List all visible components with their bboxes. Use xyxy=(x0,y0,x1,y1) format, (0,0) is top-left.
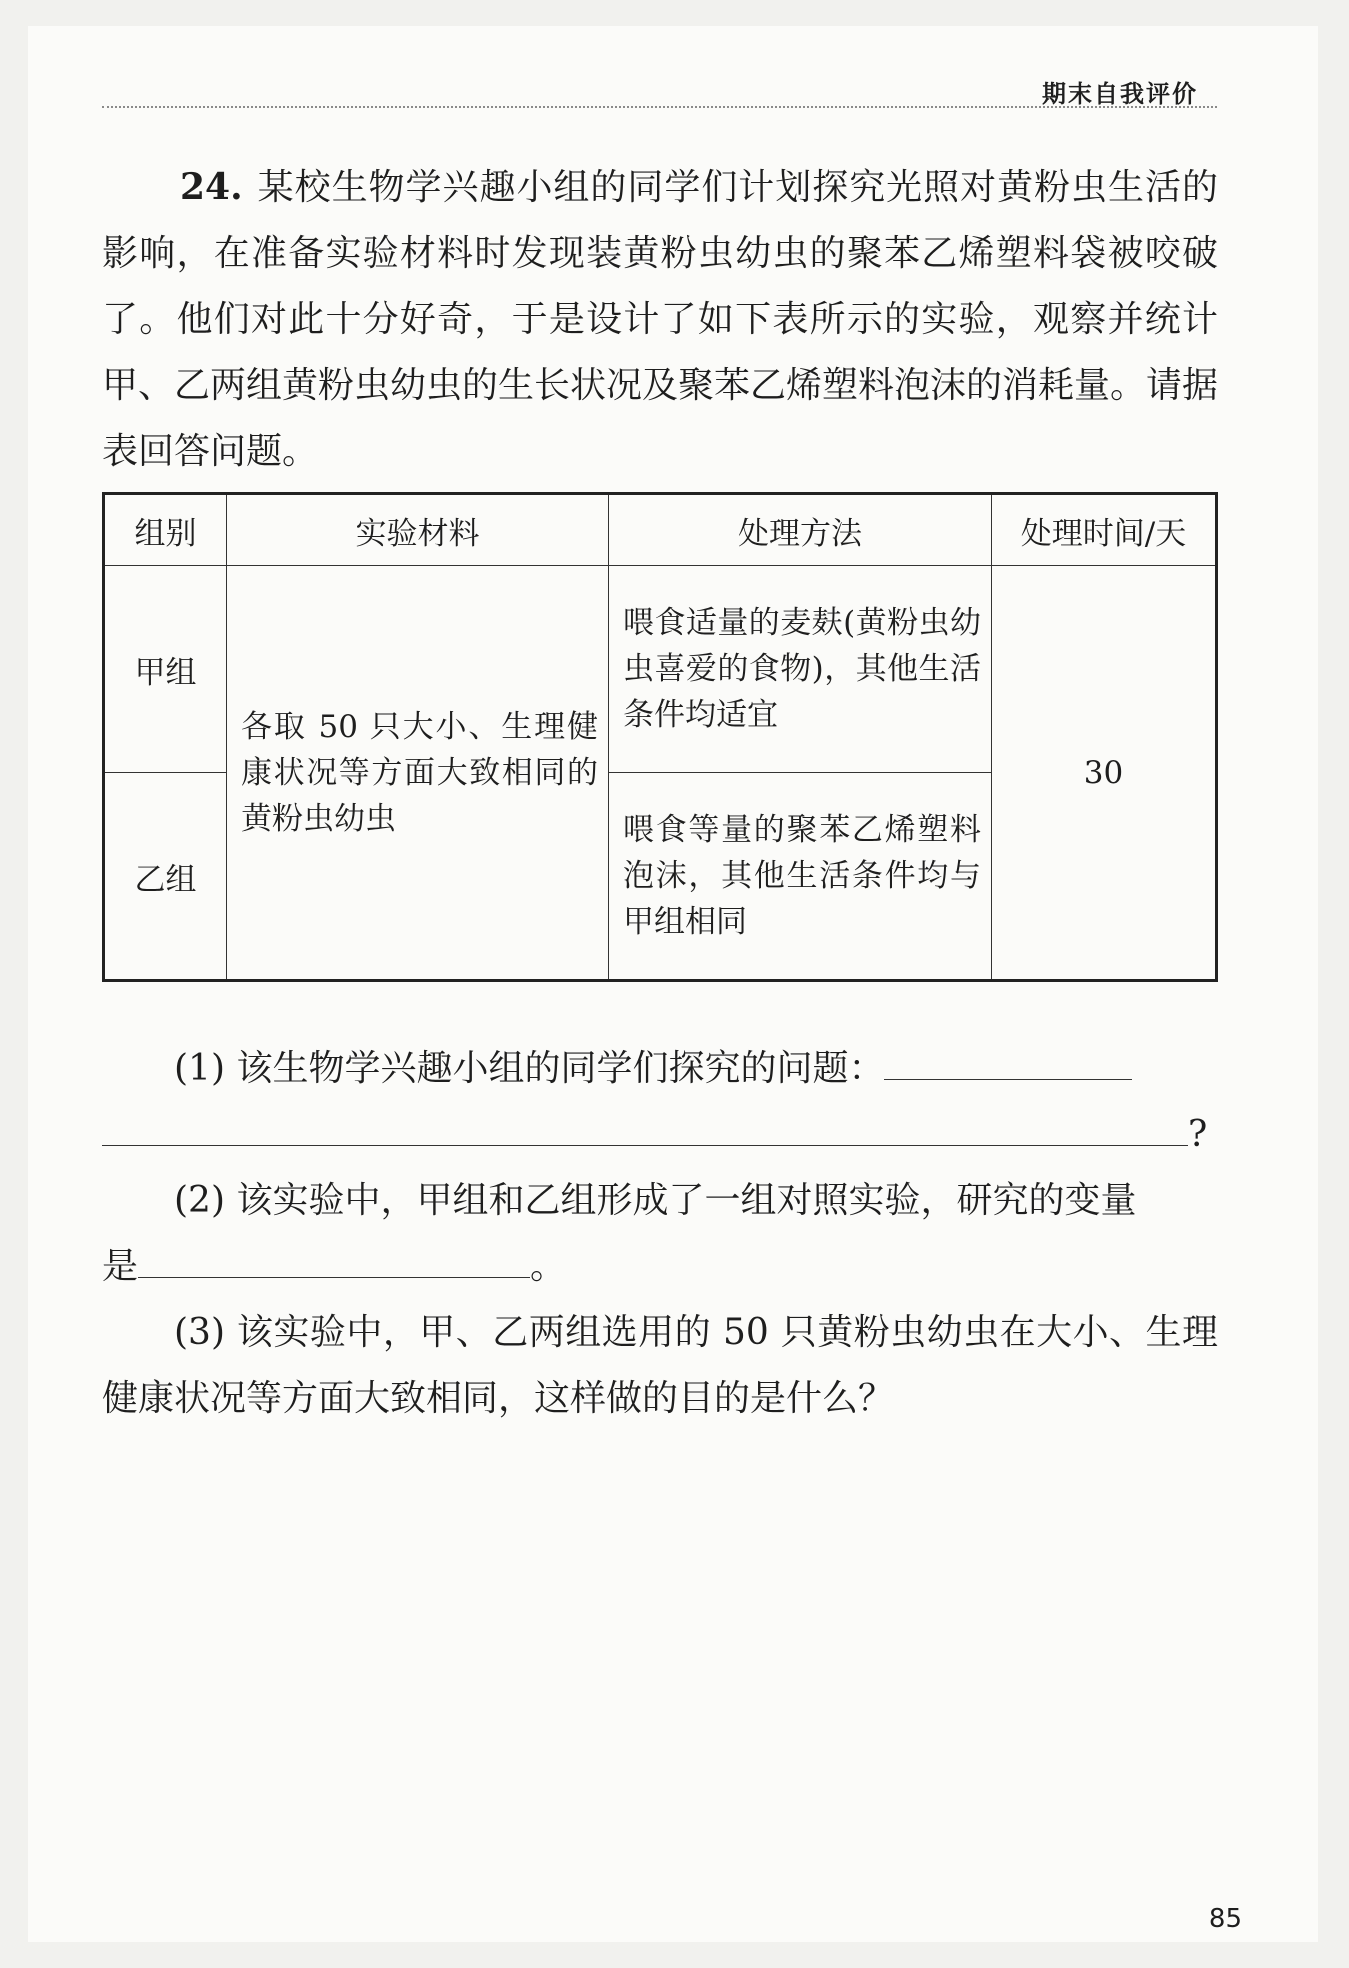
header-group: 组别 xyxy=(104,494,227,566)
header-rule xyxy=(102,106,1217,108)
answer-blank-1b[interactable] xyxy=(102,1144,1188,1146)
header-time: 处理时间/天 xyxy=(992,494,1217,566)
subquestion-1 xyxy=(102,1036,1218,1102)
subquestion-3: (3) 该实验中，甲、乙两组选用的 50 只黄粉虫幼虫在大小、生理健康状况等方面大致相同，这样做的目的是什么？ xyxy=(102,1312,1218,1419)
subquestion-2-continued xyxy=(102,1234,1218,1300)
experiment-table xyxy=(102,492,1218,982)
question-number: 24. xyxy=(180,166,243,208)
material-text: 各取 50 只大小、生理健康状况等方面大致相同的黄粉虫幼虫 xyxy=(241,708,598,837)
group-b-label: 乙组 xyxy=(104,773,227,981)
subquestion-2-lead: 是 xyxy=(102,1246,139,1287)
answer-blank-1a[interactable] xyxy=(884,1078,1132,1080)
header-title: 期末自我评价 xyxy=(1042,80,1198,108)
question-intro xyxy=(102,154,1218,485)
page xyxy=(28,26,1318,1942)
group-a-label: 甲组 xyxy=(104,566,227,773)
method-b-cell xyxy=(609,773,992,981)
subquestion-1-end: ? xyxy=(1188,1114,1208,1155)
method-a-text: 喂食适量的麦麸(黄粉虫幼虫喜爱的食物)，其他生活条件均适宜 xyxy=(623,605,981,733)
table-row-group-a xyxy=(104,566,1217,773)
header-material: 实验材料 xyxy=(227,494,609,566)
material-cell xyxy=(227,566,609,981)
subquestion-2 xyxy=(102,1168,1218,1234)
question-text: 某校生物学兴趣小组的同学们计划探究光照对黄粉虫生活的影响，在准备实验材料时发现装黄粉虫幼虫的聚苯乙烯塑料袋被咬破了。他们对此十分好奇，于是设计了如下表所示的实验，观察并统计甲、乙两组黄粉虫幼虫的生长状况及聚苯乙烯塑料泡沫的消耗量。请据表回答问题。 xyxy=(102,167,1219,472)
time-cell: 30 xyxy=(992,566,1217,981)
answer-blank-2[interactable] xyxy=(138,1276,530,1278)
subquestion-2-text: (2) 该实验中，甲组和乙组形成了一组对照实验，研究的变量 xyxy=(174,1180,1137,1221)
subquestion-2-end: 。 xyxy=(530,1246,567,1287)
header-method: 处理方法 xyxy=(609,494,992,566)
page-number: 85 xyxy=(1208,1904,1242,1934)
table-header-row xyxy=(104,494,1217,566)
method-b-text: 喂食等量的聚苯乙烯塑料泡沫，其他生活条件均与甲组相同 xyxy=(623,812,981,940)
method-a-cell xyxy=(609,566,992,773)
subquestion-1-continued xyxy=(102,1102,1218,1168)
subquestion-1-text: (1) 该生物学兴趣小组的同学们探究的问题： xyxy=(174,1048,885,1089)
